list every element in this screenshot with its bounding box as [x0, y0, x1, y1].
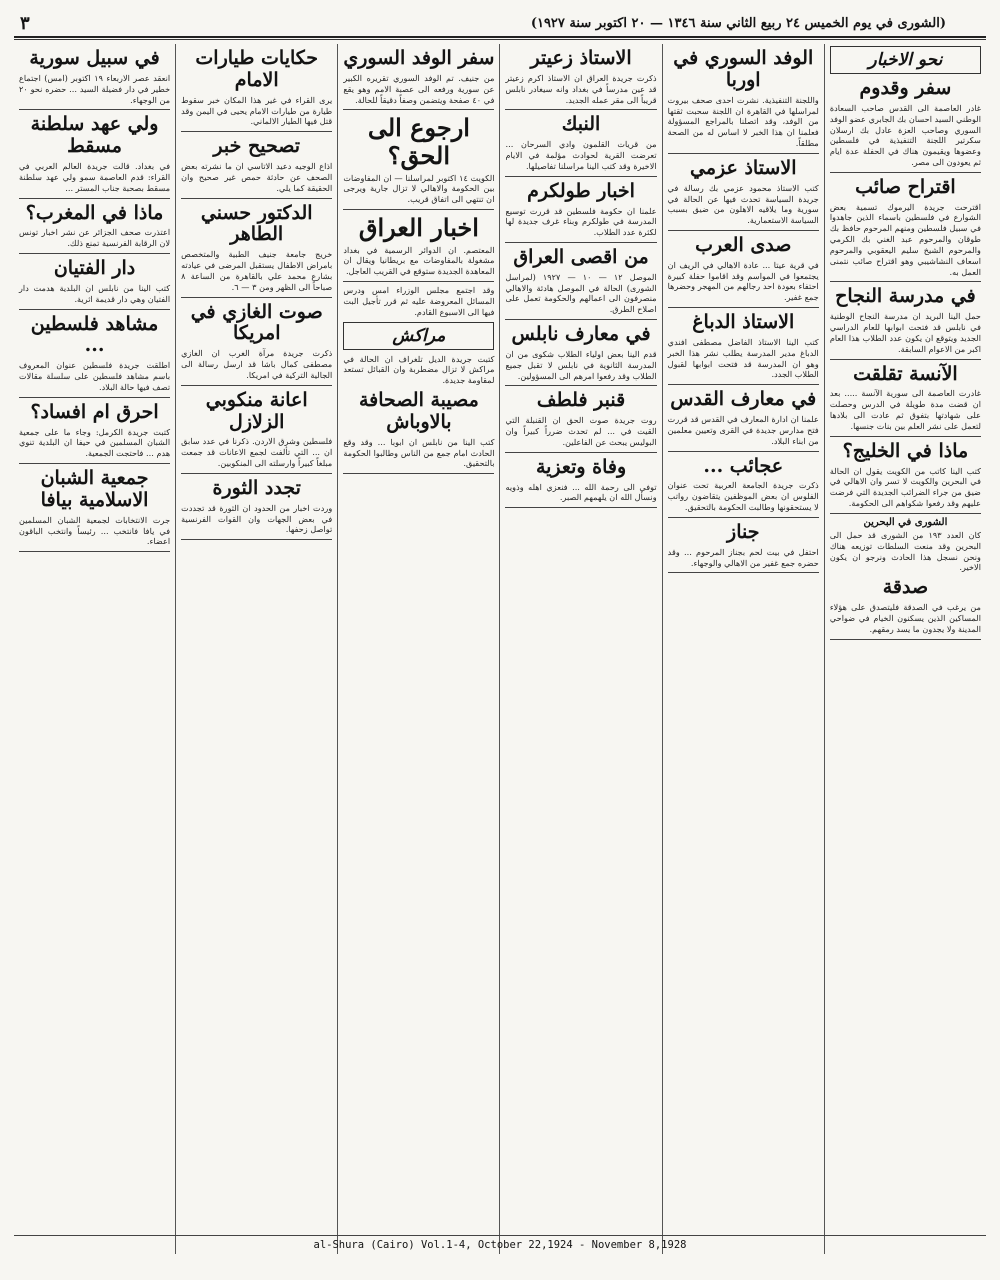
article-body: اعتذرت صحف الجزائر عن نشر اخبار تونس لان الرقابة الفرنسية تمنع ذلك.: [18, 227, 171, 249]
article-headline: ولي عهد سلطنة مسقط: [30, 113, 159, 158]
article: [181, 302, 332, 386]
article-headline: ماذا في الخليج؟: [842, 439, 969, 462]
article: [668, 456, 819, 518]
article-body: فلسطين وشرق الاردن. ذكرنا في عدد سابق ان ... التي تألفت لجمع الاعانات قد جمعت مبلغاً كبيراً وارسلته الى المنكوبين.: [181, 436, 333, 469]
article-divider: [505, 242, 656, 243]
article: [505, 324, 656, 386]
article: [505, 48, 656, 110]
article: [19, 258, 170, 310]
article-body: كتبت جريدة الديل تلغراف ان الحالة في مراكش لا تزال مضطربة وان القبائل تستعد لمقاومة جديدة.: [343, 353, 495, 386]
article: [343, 214, 494, 282]
article: [668, 389, 819, 451]
article: [830, 78, 981, 173]
article-divider: [505, 176, 656, 177]
article-divider: [343, 281, 494, 282]
article-headline: دار الفتيان: [53, 257, 136, 279]
article-divider: [343, 109, 494, 110]
article-divider: [181, 198, 332, 199]
article: [343, 390, 494, 474]
article-divider: [830, 639, 981, 640]
article-body: واللجنة التنفيذية. نشرت احدى صحف بيروت لمراسلها في القاهرة ان اللجنة سحبت ثقتها من الوفد، وقد اتصلنا بالمراجع المسؤولة فعلمنا ان هذا الخبر لا اساس له من الصحة مطلقاً.: [667, 94, 819, 148]
article-headline: مشاهد فلسطين ...: [30, 312, 159, 357]
article-body: غادرت العاصمة الى سورية الآنسة ..... بعد ان قضت مدة طويلة في الدرس وحصلت على شهادتها بتفوق ثم عادت الى بلادها لتعمل على نشر العلم بين بنات جنسها.: [829, 388, 981, 431]
article-body: كتب الاستاذ محمود عزمي بك رسالة في جريدة السياسة تحدث فيها عن الحالة في سورية وما يلاقيه الاهلون من ضيق بسبب السياسة الاستعمارية.: [667, 182, 819, 226]
article-divider: [830, 436, 981, 437]
article-headline: ارجوع الى الحق؟: [367, 113, 470, 170]
article: [181, 203, 332, 298]
ornamental-title: مراكش: [343, 322, 494, 350]
article-divider: [181, 473, 332, 474]
article-headline: صدقة: [882, 576, 929, 599]
article-body: كتب الينا كاتب من الكويت يقول ان الحالة في البحرين والكويت لا تسر وان الاهالي في ضيق من جراء الضرائب الجديدة التي فرضت عليهم وقد رفعوا شكواهم الى الحكومة.: [829, 465, 981, 509]
article-divider: [668, 307, 819, 308]
article-headline: عجائب ...: [703, 454, 784, 477]
article: [668, 48, 819, 154]
article-body: قدم الينا بعض اولياء الطلاب شكوى من ان المدرسة الثانوية في نابلس لا تقبل جميع الطلاب وقد رفعوا امرهم الى المسؤولين.: [505, 348, 657, 381]
article-headline: النبك: [561, 113, 601, 136]
article-headline: ماذا في المغرب؟: [25, 201, 164, 224]
header-date-line: (الشورى في يوم الخميس ٢٤ ربيع الثاني سنة ١٣٤٦ — ٢٠ اكتوبر سنة ١٩٢٧): [530, 15, 946, 31]
article-body: كتبت جريدة الكرمل: وجاء ما على جمعية الشبان المسلمين في حيفا ان البلدية تنوي هدم ... فاحتجت الجمعية.: [18, 426, 171, 459]
subheading: الشورى في البحرين: [863, 516, 948, 528]
article-headline: احرق ام افساد؟: [30, 400, 159, 423]
article-headline: الدكتور حسني الطاهر: [200, 201, 313, 246]
article: [181, 136, 332, 198]
article-divider: [668, 384, 819, 385]
article: [830, 286, 981, 359]
columns-container: [14, 44, 986, 1254]
article-headline: الآنسة تقلقت: [853, 362, 958, 385]
article: [668, 158, 819, 231]
article-headline: الوفد السوري في اوربا: [673, 47, 814, 91]
article-divider: [19, 309, 170, 310]
article: [830, 177, 981, 283]
article-body: الموصل ١٢ — ١٠ — ١٩٢٧ (لمراسل الشورى) الحالة في الموصل هادئة والاهالي منصرفون الى اعمالهم والحكومة تعمل على اصلاح الطرق.: [505, 271, 657, 315]
article-headline: صدى العرب: [695, 233, 792, 256]
article-body: في قرية عيتا ... عادة الاهالي في الريف ان يجتمعوا في المواسم وقد اقاموا حفلة كبيرة احتفاء بعودة احد رجالهم من المهجر وحضرها جمع غفير.: [667, 259, 819, 303]
article: [668, 522, 819, 574]
article: [19, 402, 170, 464]
article: [19, 314, 170, 398]
article-body: اذاع الوجيه دعيد الاتاسي ان ما نشرته بعض الصحف عن حادثة حمص غير صحيح وان الحقيقة كما يلي.: [181, 161, 333, 193]
article-body: كتب الينا من نابلس ان ابوبا ... وقد وقع الحادث امام جمع من الناس وطالبوا الحكومة بالتحقيق.: [343, 436, 495, 469]
article-divider: [505, 452, 656, 453]
article-body: في بغداد. قالت جريدة العالم العربي في القراء: قدم العاصمة سمو ولي عهد سلطنة مسقط بصحبة جناب المستر ...: [18, 161, 171, 193]
article-divider: [668, 517, 819, 518]
article-body: اطلقت جريدة فلسطين عنوان المعروف باسم مشاهد فلسطين على سلسلة مقالات تصف فيها حالة البلاد.: [18, 360, 171, 392]
article: [505, 457, 656, 509]
article-divider: [830, 513, 981, 514]
article-body: يرى القراء في غير هذا المكان خبر سقوط طيارة من طيارات الامام يحيى في اليمن وقد قتل فيها الطيار الالماني.: [181, 94, 333, 127]
article: [343, 48, 494, 110]
article-divider: [181, 131, 332, 132]
article: [19, 114, 170, 198]
article-headline: في سبيل سورية: [29, 47, 160, 69]
article-divider: [830, 281, 981, 282]
article-body: اقترحت جريدة اليرموك تسمية بعض الشوارع في فلسطين باسماء الذين جاهدوا في سبيل فلسطين ومنهم المرحوم حافظ بك طوقان والمرحوم عبد الغني بك الكرمي والمرحوم الشيخ سليم اليعقوبي والمرحوم اسعاف النشاشيبي وهو اقتراح صائب نتمنى العمل به.: [829, 201, 981, 277]
article-body: حمل الينا البريد ان مدرسة النجاح الوطنية في نابلس قد فتحت ابوابها للعام الدراسي الجديد ويتوقع ان يكون عدد الطلاب هذا العام اكبر من الاعوام السابقة.: [829, 311, 981, 354]
article: [505, 247, 656, 320]
article: [668, 235, 819, 308]
article-body: كان العدد ١٩٣ من الشورى قد حمل الى البحرين وقد منعت السلطات توزيعه هناك ونحن نسجل هذا الحادث ونرجو ان يكون الاخير.: [829, 529, 981, 573]
article-divider: [343, 209, 494, 210]
article-body: ذكرت جريدة الجامعة العربية تحت عنوان الفلوس ان بعض الموظفين يتقاضون رواتب لا يستحقونها وطالبت الحكومة بالتحقيق.: [667, 480, 819, 513]
column-5: [175, 44, 337, 1254]
article-divider: [668, 153, 819, 154]
article-body: ذكرت جريدة مرآة الغرب ان الغازي مصطفى كمال باشا قد ارسل رسالة الى الجالية التركية في امريكا.: [181, 348, 333, 380]
article-body: من جنيف. تم الوفد السوري تقريره الكبير عن سورية ورفعه الى عصبة الامم وهو يقع في ٤٠ صفحة ويتضمن وصفاً دقيقاً للحالة.: [343, 72, 495, 105]
article-body: وقد اجتمع مجلس الوزراء امس ودرس المسائل المعروضة عليه ثم قرر تأجيل البت فيها الى الاسبوع القادم.: [343, 285, 495, 317]
ornamental-title: نحو الاخبار: [830, 46, 981, 74]
article-body: الكويت ١٤ اكتوبر لمراسلنا — ان المفاوضات بين الحكومة والاهالي لا تزال جارية ويرجى ان تنتهي الى اتفاق قريب.: [343, 172, 495, 205]
article-divider: [19, 463, 170, 464]
article: [830, 364, 981, 437]
article: [343, 114, 494, 210]
article-body: وردت اخبار من الحدود ان الثورة قد تجددت في بعض الجهات وان القوات الفرنسية تواصل زحفها.: [181, 502, 333, 535]
article-body: من يرغب في الصدقة فليتصدق على هؤلاء المساكين الذين يسكنون الخيام في ضواحي المدينة ولا يجدون ما يسد رمقهم.: [829, 602, 981, 634]
column-4: [337, 44, 499, 1254]
article-headline: وفاة وتعزية: [535, 455, 627, 478]
article: [181, 48, 332, 132]
article-headline: اخبار العراق: [358, 213, 479, 242]
article-headline: جناز: [727, 520, 760, 543]
article: [505, 390, 656, 452]
article-divider: [181, 539, 332, 540]
article-headline: سفر وقدوم: [859, 77, 952, 99]
article-headline: حكايات طيارات الامام: [195, 47, 319, 91]
article-headline: قنبر فلطف: [536, 389, 626, 412]
article-divider: [19, 397, 170, 398]
article-divider: [668, 230, 819, 231]
article-body: احتفل في بيت لحم بجناز المرحوم ... وقد حضره جمع غفير من الاهالي والوجهاء.: [667, 546, 819, 568]
article-divider: [505, 385, 656, 386]
article-body: من قريات القلمون وادي السرحان ... تعرضت القرية لحوادث مؤلمة في الايام الاخيرة وقد كتب الينا مراسلنا تفاصيلها.: [505, 139, 657, 171]
article-body: روت جريدة صوت الحق ان القنبلة التي القيت في ... لم تحدث ضرراً كبيراً وان البوليس يبحث عن الفاعلين.: [505, 415, 657, 447]
article: [505, 181, 656, 243]
article-body: غادر العاصمة الى القدس صاحب السعادة الوطني السيد احسان بك الجابري عضو الوفد السوري وصاحب العزة عادل بك ارسلان سكرتير اللجنة التنفيذية في فلسطين وعضوها ويقيمون هناك في الحفلة عدة ايام ثم يعودون الى مصر.: [829, 102, 981, 167]
article: [830, 441, 981, 514]
article-body: المعتصم. ان الدوائر الرسمية في بغداد مشغولة بالمفاوضات مع بريطانيا ويقال ان المعاهدة الجديدة ستوقع في القريب العاجل.: [343, 244, 495, 277]
article-divider: [668, 572, 819, 573]
column-3: [499, 44, 661, 1254]
article: [19, 203, 170, 255]
article-divider: [343, 473, 494, 474]
article-headline: جمعية الشبان الاسلامية بيافا: [40, 467, 149, 511]
page-number: ٣: [20, 12, 30, 34]
article-divider: [505, 109, 656, 110]
article-body: جرت الانتخابات لجمعية الشبان المسلمين في يافا فانتخب ... رئيساً وانتخب الباقون اعضاء.: [18, 514, 171, 547]
page-header: [14, 10, 986, 38]
article-headline: الاستاذ عزمي: [690, 156, 797, 179]
article-divider: [830, 359, 981, 360]
column-2: [662, 44, 824, 1254]
article-body: انعقد عصر الاربعاء ١٩ اكتوبر (امس) اجتماع خطير في دار فضيلة السيد ... حضره نحو ٢٠ من الوجهاء.: [18, 72, 171, 105]
article-divider: [505, 507, 656, 508]
article-headline: في معارف القدس: [670, 388, 817, 411]
article-body: كتب الينا من نابلس ان البلدية هدمت دار الفتيان وهي دار قديمة اثرية.: [18, 282, 171, 304]
article-body: علمنا ان حكومة فلسطين قد قررت توسيع المدرسة في طولكرم وبناء غرف جديدة لها لكثرة عدد الطلاب.: [505, 205, 657, 238]
article-headline: في معارف نابلس: [511, 323, 651, 346]
article-headline: الاستاذ الدباغ: [692, 311, 795, 334]
article: [19, 468, 170, 552]
article: [830, 577, 981, 639]
article-headline: اعانة منكوبي الزلازل: [205, 388, 308, 433]
article-divider: [181, 297, 332, 298]
article-divider: [181, 385, 332, 386]
article-body: ذكرت جريدة العراق ان الاستاذ اكرم زعيتر قد عين مدرساً في بغداد وانه سيغادر نابلس قريباً الى مقر عمله الجديد.: [505, 72, 657, 105]
column-6: [14, 44, 175, 1254]
header-rule: [14, 39, 986, 40]
article-divider: [19, 551, 170, 552]
article-divider: [505, 319, 656, 320]
article-body: علمنا ان ادارة المعارف في القدس قد قررت فتح مدارس جديدة في القرى وتعيين معلمين من ابناء البلاد.: [667, 414, 819, 446]
article: [181, 478, 332, 540]
article-headline: سفر الوفد السوري: [343, 47, 495, 69]
article-headline: الاستاذ زعيتر: [530, 47, 632, 69]
article: [505, 114, 656, 176]
article: [181, 390, 332, 474]
column-1: [824, 44, 986, 1254]
article: [19, 48, 170, 110]
article-headline: صوت الغازي في امريكا: [190, 300, 323, 345]
article-headline: اخبار طولكرم: [527, 179, 635, 202]
article-headline: تصحيح خبر: [213, 135, 301, 158]
article-divider: [19, 198, 170, 199]
article-divider: [668, 451, 819, 452]
article-divider: [19, 253, 170, 254]
article-body: خريج جامعة جنيف الطبية والمتخصص بامراض الاطفال يستقبل المرضى في عيادته بشارع محمد علي بالقاهرة من الساعة ٨ صباحاً الى الظهر ومن ٣ — ٦.: [181, 249, 333, 292]
article-headline: مصيبة الصحافة بالاوباش: [359, 389, 479, 433]
article-body: كتب الينا الاستاذ الفاضل مصطفى افندي الدباغ مدير المدرسة يطلب نشر هذا الخبر وهو ان المدرسة قد فتحت ابوابها لقبول الطلاب الجدد.: [667, 336, 819, 380]
article-body: توفي الى رحمة الله ... فنعزي اهله وذويه ونسأل الله ان يلهمهم الصبر.: [505, 481, 657, 503]
article: [668, 312, 819, 385]
article-headline: في مدرسة النجاح: [835, 285, 976, 308]
article-divider: [830, 172, 981, 173]
article-headline: من اقصى العراق: [513, 245, 649, 268]
article-headline: تجدد الثورة: [212, 476, 301, 499]
article-divider: [19, 109, 170, 110]
newspaper-page: [14, 10, 986, 1254]
archive-citation: al-Shura (Cairo) Vol.1-4, October 22,1924 - November 8,1928: [14, 1235, 986, 1254]
article-headline: اقتراح صائب: [855, 175, 956, 198]
